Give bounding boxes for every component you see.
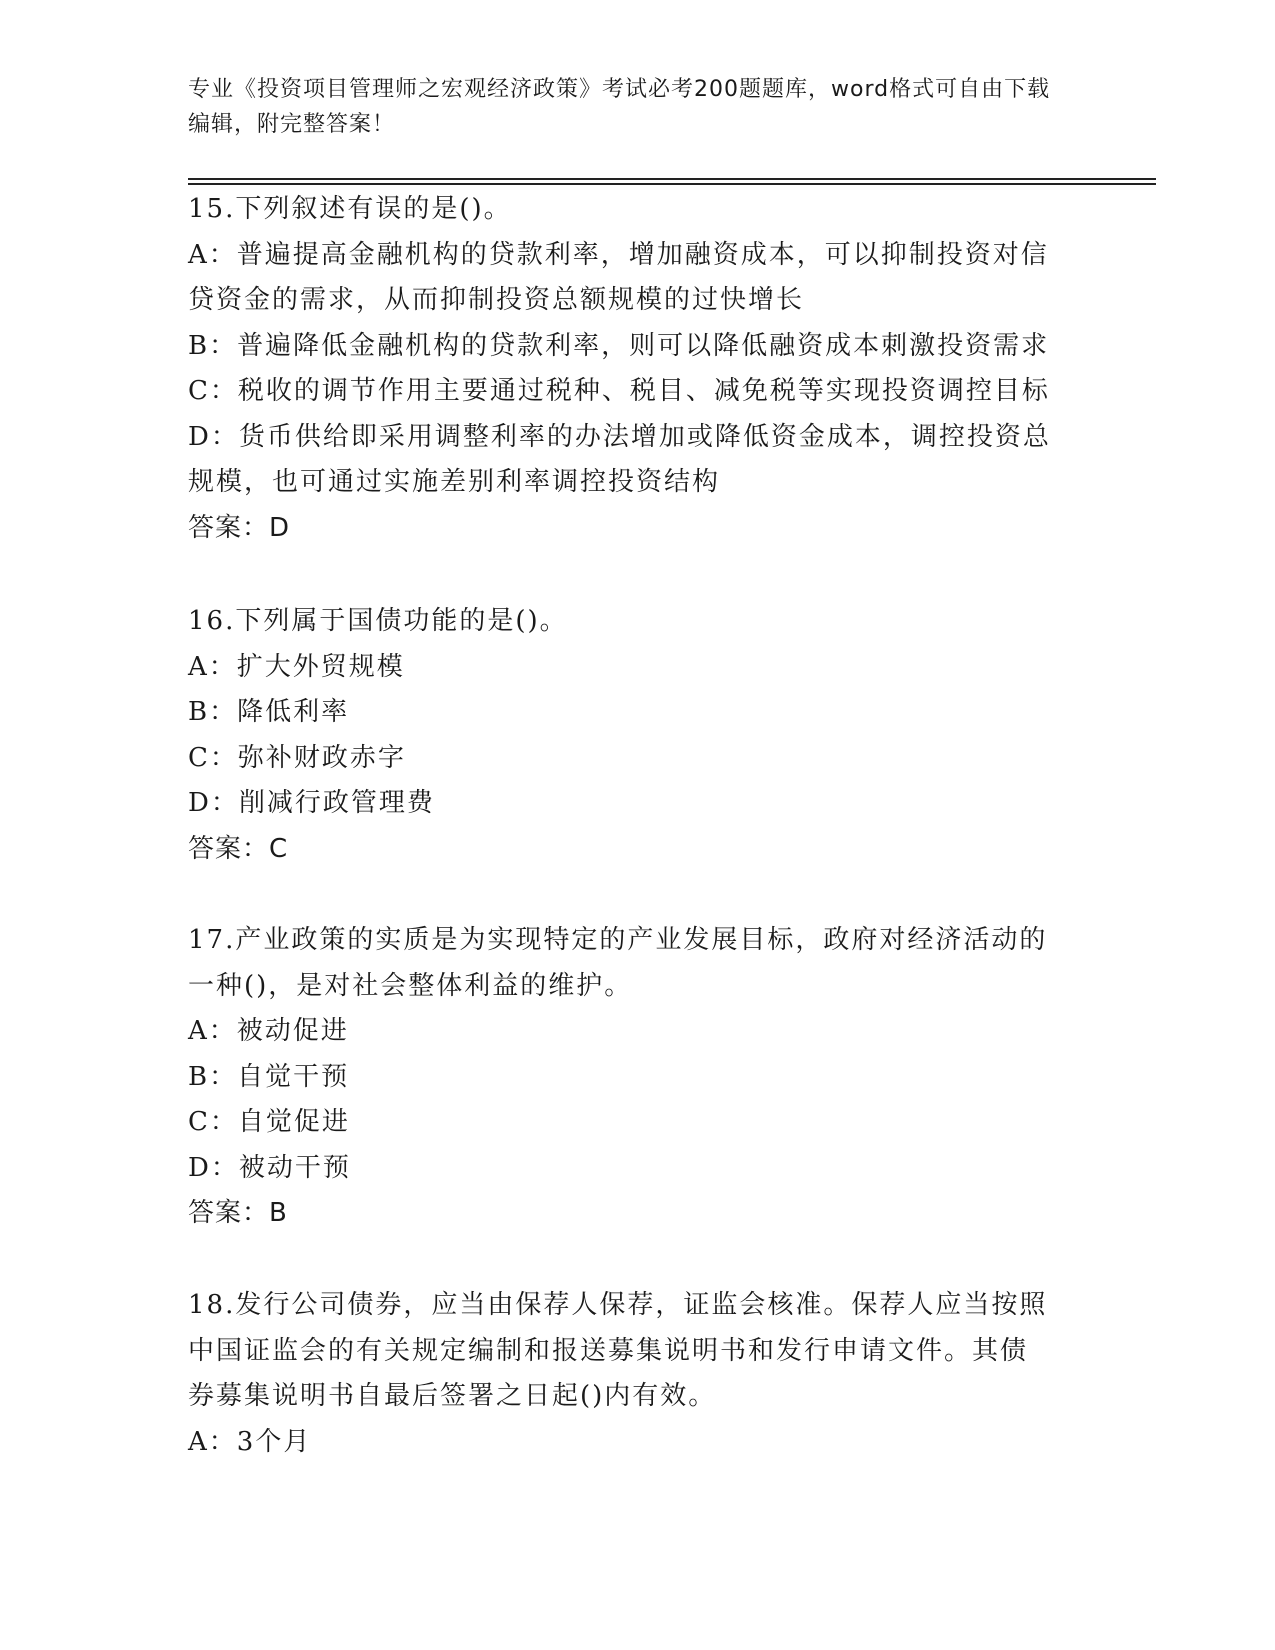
answer: 答案：D <box>188 512 291 543</box>
option-b: B：自觉干预 <box>188 1061 350 1092</box>
option-d: D：货币供给即采用调整利率的办法增加或降低资金成本，调控投资总 <box>188 421 1051 452</box>
question-stem: 15.下列叙述有误的是()。 <box>188 194 512 224</box>
option-a-continued: 贷资金的需求，从而抑制投资总额规模的过快增长 <box>188 285 805 315</box>
question-17 <box>188 918 1078 1237</box>
header-rule-bottom <box>188 183 1156 185</box>
question-stem: 17.产业政策的实质是为实现特定的产业发展目标，政府对经济活动的 <box>188 925 1048 955</box>
answer: 答案：C <box>188 833 289 864</box>
option-a: A：扩大外贸规模 <box>188 651 405 682</box>
answer: 答案：B <box>188 1198 288 1228</box>
option-a: A：被动促进 <box>188 1016 349 1046</box>
option-d-continued: 规模，也可通过实施差别利率调控投资结构 <box>188 467 721 497</box>
header-rule-top <box>188 178 1156 180</box>
question-stem: 18.发行公司债券，应当由保荐人保荐，证监会核准。保荐人应当按照 <box>188 1290 1048 1320</box>
question-15 <box>188 187 1078 551</box>
option-a: A：3个月 <box>188 1426 312 1457</box>
option-a: A：普遍提高金融机构的贷款利率，增加融资成本，可以抑制投资对信 <box>188 239 1049 270</box>
option-b: B：普遍降低金融机构的贷款利率，则可以降低融资成本刺激投资需求 <box>188 330 1050 361</box>
document-header: 专业《投资项目管理师之宏观经济政策》考试必考200题题库，word格式可自由下载编辑，附完整答案！ <box>188 77 1051 137</box>
question-18 <box>188 1283 1078 1465</box>
question-stem: 16.下列属于国债功能的是()。 <box>188 606 568 636</box>
option-b: B：降低利率 <box>188 697 350 727</box>
option-c: C：弥补财政赤字 <box>188 742 406 773</box>
question-stem-continued: 券募集说明书自最后签署之日起()内有效。 <box>188 1381 717 1411</box>
option-d: D：被动干预 <box>188 1152 351 1183</box>
question-stem-continued: 一种()，是对社会整体利益的维护。 <box>188 970 633 1001</box>
option-d: D：削减行政管理费 <box>188 788 435 818</box>
question-stem-continued: 中国证监会的有关规定编制和报送募集说明书和发行申请文件。其债 <box>188 1335 1029 1366</box>
question-16 <box>188 599 1078 872</box>
option-c: C：自觉促进 <box>188 1107 350 1137</box>
option-c: C：税收的调节作用主要通过税种、税目、减免税等实现投资调控目标 <box>188 376 1050 406</box>
